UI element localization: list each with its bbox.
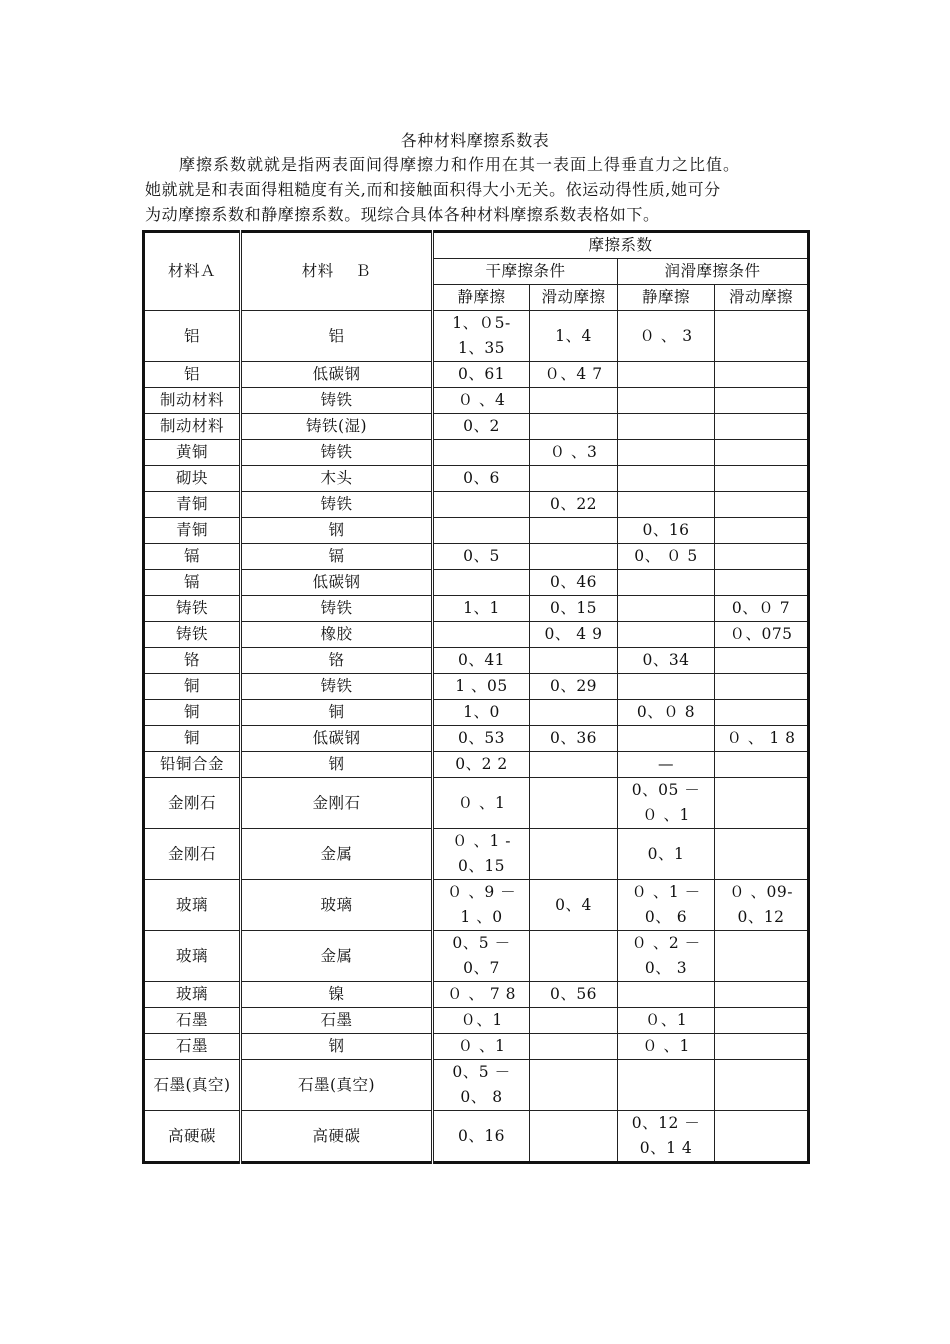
- cell-material-a: 玻璃: [144, 982, 241, 1008]
- cell-lub-static: [618, 622, 715, 648]
- cell-dry-static: 0、16: [433, 1111, 530, 1163]
- cell-material-b: 镉: [241, 544, 433, 570]
- cell-dry-sliding: [530, 1034, 618, 1060]
- cell-material-a: 铜: [144, 726, 241, 752]
- cell-dry-static: 0、6: [433, 466, 530, 492]
- cell-material-b: 铸铁: [241, 674, 433, 700]
- header-dry-sliding: 滑动摩擦: [530, 285, 618, 311]
- cell-dry-static: ０ 、1 - 0、15: [433, 829, 530, 880]
- cell-dry-sliding: [530, 700, 618, 726]
- cell-lub-sliding: ０ 、09- 0、12: [715, 880, 809, 931]
- cell-material-b: 钢: [241, 1034, 433, 1060]
- cell-dry-static: ０ 、1: [433, 778, 530, 829]
- cell-lub-sliding: [715, 1060, 809, 1111]
- cell-lub-sliding: ０、075: [715, 622, 809, 648]
- cell-material-a: 镉: [144, 570, 241, 596]
- cell-material-b: 石墨: [241, 1008, 433, 1034]
- cell-material-b: 橡胶: [241, 622, 433, 648]
- header-lub-sliding: 滑动摩擦: [715, 285, 809, 311]
- cell-lub-sliding: [715, 982, 809, 1008]
- table-row: [144, 388, 809, 414]
- cell-lub-static: 0、34: [618, 648, 715, 674]
- table-row: [144, 752, 809, 778]
- cell-dry-static: 1、０5- 1、35: [433, 311, 530, 362]
- page-title: 各种材料摩擦系数表: [400, 131, 550, 150]
- cell-lub-static: [618, 570, 715, 596]
- cell-dry-static: [433, 492, 530, 518]
- table-row: [144, 544, 809, 570]
- cell-material-b: 玻璃: [241, 880, 433, 931]
- intro-line-2: 她就就是和表面得粗糙度有关,而和接触面积得大小无关。依运动得性质,她可分: [145, 180, 721, 199]
- cell-lub-sliding: [715, 570, 809, 596]
- cell-dry-sliding: [530, 648, 618, 674]
- cell-lub-static: [618, 726, 715, 752]
- header-lubricated-condition: 润滑摩擦条件: [618, 259, 809, 285]
- cell-material-a: 铸铁: [144, 596, 241, 622]
- cell-dry-sliding: 0、46: [530, 570, 618, 596]
- cell-lub-sliding: [715, 388, 809, 414]
- cell-lub-sliding: [715, 544, 809, 570]
- cell-material-a: 铅铜合金: [144, 752, 241, 778]
- cell-lub-static: [618, 674, 715, 700]
- table-row: [144, 1034, 809, 1060]
- cell-dry-static: 0、61: [433, 362, 530, 388]
- cell-dry-sliding: [530, 388, 618, 414]
- cell-material-b: 铸铁: [241, 388, 433, 414]
- table-row: [144, 518, 809, 544]
- table-row: [144, 648, 809, 674]
- cell-lub-sliding: [715, 829, 809, 880]
- cell-material-b: 铸铁: [241, 440, 433, 466]
- cell-dry-static: 0、53: [433, 726, 530, 752]
- cell-material-a: 制动材料: [144, 388, 241, 414]
- table-row: [144, 778, 809, 829]
- cell-material-b: 石墨(真空): [241, 1060, 433, 1111]
- cell-material-a: 黄铜: [144, 440, 241, 466]
- cell-dry-sliding: [530, 778, 618, 829]
- table-row: [144, 466, 809, 492]
- table-row: [144, 1060, 809, 1111]
- cell-lub-static: [618, 440, 715, 466]
- cell-lub-sliding: [715, 466, 809, 492]
- cell-material-a: 高硬碳: [144, 1111, 241, 1163]
- cell-dry-sliding: 0、22: [530, 492, 618, 518]
- cell-lub-static: [618, 362, 715, 388]
- cell-lub-sliding: [715, 674, 809, 700]
- cell-dry-sliding: 0、 4 9: [530, 622, 618, 648]
- table-row: [144, 1111, 809, 1163]
- cell-lub-sliding: [715, 752, 809, 778]
- cell-lub-sliding: [715, 440, 809, 466]
- cell-dry-static: 1 、05: [433, 674, 530, 700]
- cell-dry-sliding: [530, 931, 618, 982]
- cell-lub-sliding: [715, 700, 809, 726]
- cell-lub-static: [618, 1060, 715, 1111]
- friction-coefficient-table: [142, 230, 810, 1164]
- cell-dry-sliding: [530, 752, 618, 778]
- cell-dry-sliding: [530, 544, 618, 570]
- table-row: [144, 829, 809, 880]
- cell-material-a: 金刚石: [144, 778, 241, 829]
- cell-material-b: 高硬碳: [241, 1111, 433, 1163]
- cell-lub-sliding: 0、０ 7: [715, 596, 809, 622]
- cell-dry-sliding: 0、56: [530, 982, 618, 1008]
- cell-dry-static: [433, 518, 530, 544]
- cell-lub-sliding: ０ 、 1 8: [715, 726, 809, 752]
- cell-lub-static: ０ 、 3: [618, 311, 715, 362]
- cell-material-a: 铝: [144, 311, 241, 362]
- table-row: [144, 622, 809, 648]
- cell-dry-static: ０ 、9 － 1 、0: [433, 880, 530, 931]
- cell-material-a: 镉: [144, 544, 241, 570]
- table-row: [144, 440, 809, 466]
- table-row: [144, 362, 809, 388]
- cell-dry-sliding: [530, 466, 618, 492]
- cell-material-a: 铝: [144, 362, 241, 388]
- cell-material-b: 低碳钢: [241, 570, 433, 596]
- cell-lub-static: [618, 414, 715, 440]
- cell-material-a: 铬: [144, 648, 241, 674]
- cell-lub-static: 0、05 － ０ 、1: [618, 778, 715, 829]
- cell-material-a: 铸铁: [144, 622, 241, 648]
- header-dry-static: 静摩擦: [433, 285, 530, 311]
- cell-material-a: 玻璃: [144, 931, 241, 982]
- cell-material-b: 铸铁: [241, 492, 433, 518]
- table-row: [144, 931, 809, 982]
- header-material-b: 材料 Ｂ: [241, 232, 433, 311]
- cell-material-a: 玻璃: [144, 880, 241, 931]
- cell-dry-static: ０ 、 7 8: [433, 982, 530, 1008]
- cell-lub-static: [618, 466, 715, 492]
- cell-material-b: 铸铁: [241, 596, 433, 622]
- cell-dry-sliding: [530, 414, 618, 440]
- cell-dry-static: 1、0: [433, 700, 530, 726]
- cell-lub-sliding: [715, 648, 809, 674]
- cell-dry-sliding: [530, 518, 618, 544]
- cell-material-b: 钢: [241, 752, 433, 778]
- cell-lub-sliding: [715, 362, 809, 388]
- cell-dry-static: 0、41: [433, 648, 530, 674]
- cell-lub-static: ０、1: [618, 1008, 715, 1034]
- table-row: [144, 492, 809, 518]
- cell-dry-sliding: 1、4: [530, 311, 618, 362]
- table-row: [144, 982, 809, 1008]
- cell-material-b: 铝: [241, 311, 433, 362]
- cell-dry-sliding: [530, 1008, 618, 1034]
- cell-material-b: 镍: [241, 982, 433, 1008]
- cell-material-b: 铸铁(湿): [241, 414, 433, 440]
- intro-line-3: 为动摩擦系数和静摩擦系数。现综合具体各种材料摩擦系数表格如下。: [145, 205, 660, 224]
- cell-dry-sliding: [530, 829, 618, 880]
- table-row: [144, 674, 809, 700]
- cell-material-b: 木头: [241, 466, 433, 492]
- cell-dry-static: 0、2: [433, 414, 530, 440]
- cell-material-a: 青铜: [144, 518, 241, 544]
- cell-dry-static: ０ 、4: [433, 388, 530, 414]
- table-row: [144, 700, 809, 726]
- cell-dry-sliding: 0、36: [530, 726, 618, 752]
- cell-material-b: 铜: [241, 700, 433, 726]
- cell-material-a: 铜: [144, 700, 241, 726]
- cell-lub-static: 0、16: [618, 518, 715, 544]
- header-dry-condition: 干摩擦条件: [433, 259, 618, 285]
- cell-dry-static: 0、5: [433, 544, 530, 570]
- cell-lub-static: ０ 、1 － 0、 6: [618, 880, 715, 931]
- cell-lub-sliding: [715, 492, 809, 518]
- cell-dry-static: [433, 570, 530, 596]
- cell-lub-static: 0、1: [618, 829, 715, 880]
- intro-paragraph: [145, 152, 810, 227]
- cell-lub-static: ０ 、1: [618, 1034, 715, 1060]
- cell-lub-static: [618, 596, 715, 622]
- cell-lub-sliding: [715, 414, 809, 440]
- cell-lub-sliding: [715, 1111, 809, 1163]
- table-row: [144, 414, 809, 440]
- cell-material-a: 金刚石: [144, 829, 241, 880]
- cell-material-a: 砌块: [144, 466, 241, 492]
- cell-dry-sliding: [530, 1111, 618, 1163]
- header-lub-static: 静摩擦: [618, 285, 715, 311]
- table-row: [144, 570, 809, 596]
- cell-material-b: 钢: [241, 518, 433, 544]
- cell-lub-sliding: [715, 518, 809, 544]
- cell-lub-static: —: [618, 752, 715, 778]
- cell-dry-sliding: ０、4 7: [530, 362, 618, 388]
- header-coefficient: 摩擦系数: [433, 232, 809, 259]
- cell-dry-sliding: 0、15: [530, 596, 618, 622]
- table-row: [144, 311, 809, 362]
- cell-dry-sliding: 0、29: [530, 674, 618, 700]
- table-row: [144, 596, 809, 622]
- header-material-a: 材料Ａ: [144, 232, 241, 311]
- cell-material-a: 制动材料: [144, 414, 241, 440]
- cell-material-b: 金属: [241, 829, 433, 880]
- cell-dry-static: 0、5 － 0、7: [433, 931, 530, 982]
- cell-lub-static: [618, 492, 715, 518]
- cell-dry-static: 0、5 － 0、 8: [433, 1060, 530, 1111]
- cell-material-a: 石墨(真空): [144, 1060, 241, 1111]
- table-row: [144, 726, 809, 752]
- cell-dry-static: ０、1: [433, 1008, 530, 1034]
- cell-lub-static: 0、 ０ 5: [618, 544, 715, 570]
- cell-material-a: 铜: [144, 674, 241, 700]
- cell-dry-static: 1、1: [433, 596, 530, 622]
- cell-dry-sliding: 0、4: [530, 880, 618, 931]
- cell-material-b: 金刚石: [241, 778, 433, 829]
- cell-material-b: 金属: [241, 931, 433, 982]
- cell-material-a: 石墨: [144, 1034, 241, 1060]
- cell-lub-static: [618, 388, 715, 414]
- cell-lub-sliding: [715, 778, 809, 829]
- cell-lub-sliding: [715, 931, 809, 982]
- cell-material-a: 青铜: [144, 492, 241, 518]
- cell-dry-static: [433, 440, 530, 466]
- cell-lub-sliding: [715, 1034, 809, 1060]
- cell-material-b: 铬: [241, 648, 433, 674]
- cell-dry-static: [433, 622, 530, 648]
- cell-lub-static: [618, 982, 715, 1008]
- intro-line-1: 摩擦系数就就是指两表面间得摩擦力和作用在其一表面上得垂直力之比值。: [179, 155, 741, 174]
- cell-lub-sliding: [715, 1008, 809, 1034]
- cell-dry-sliding: ０ 、3: [530, 440, 618, 466]
- cell-lub-static: ０ 、2 － 0、 3: [618, 931, 715, 982]
- table-row: [144, 1008, 809, 1034]
- cell-material-b: 低碳钢: [241, 362, 433, 388]
- cell-dry-sliding: [530, 1060, 618, 1111]
- cell-lub-sliding: [715, 311, 809, 362]
- cell-material-a: 石墨: [144, 1008, 241, 1034]
- cell-dry-static: 0、2 2: [433, 752, 530, 778]
- cell-material-b: 低碳钢: [241, 726, 433, 752]
- cell-lub-static: 0、０ 8: [618, 700, 715, 726]
- cell-lub-static: 0、12 － 0、1 4: [618, 1111, 715, 1163]
- cell-dry-static: ０ 、1: [433, 1034, 530, 1060]
- table-row: [144, 880, 809, 931]
